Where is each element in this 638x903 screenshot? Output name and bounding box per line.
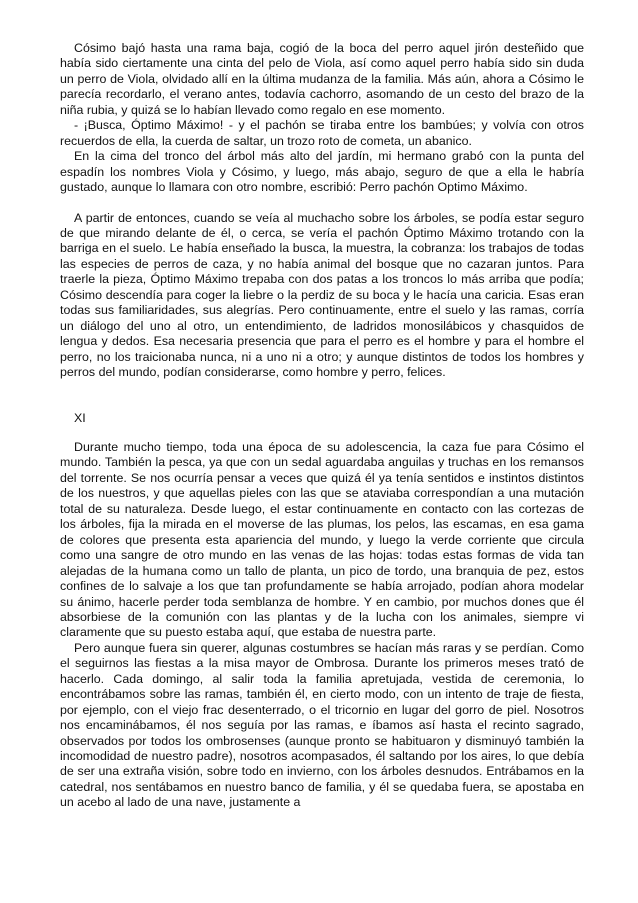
paragraph-dog-ribbon: Cósimo bajó hasta una rama baja, cogió de la boca del perro aquel jirón desteñido que había sido ciertamente una cinta del pelo de Viola, así como aquel perro había sido sin duda un perro de Viola, olvidado allí en la última mudanza de la familia. Más aún, ahora a Cósimo le parecía recordarlo, el verano antes, todavía cachorro, asomando de un cesto del brazo de la niña rubia, y quizá se lo habían llevado como regalo en ese momento. <box>60 41 584 117</box>
paragraph-busca: - ¡Busca, Óptimo Máximo! - y el pachón se tiraba entre los bambúes; y volvía con otros recuerdos de ella, la cuerda de saltar, un trozo roto de cometa, un abanico. <box>60 118 584 148</box>
book-page <box>60 41 584 811</box>
paragraph-adolescence-hunting: Durante mucho tiempo, toda una época de su adolescencia, la caza fue para Cósimo el mundo. También la pesca, ya que con un sedal aguardaba anguilas y truchas en los remansos del torrente. Se nos ocurría pensar a veces que quizá él ya tenía sentidos e instintos distintos de los nuestros, y que aquellas pieles con las que se ataviaba correspondían a una mutación total de su naturaleza. Desde luego, el estar continuamente en contacto con las cortezas de los árboles, fija la mirada en el moverse de las plumas, los pelos, las escamas, en esa gama de colores que presenta esta apariencia del mundo, y luego la verde corriente que circula como una sangre de otro mundo en las venas de las hojas: todas estas formas de vida tan alejadas de la humana como un tallo de planta, un pico de tordo, una branquia de pez, estos confines de lo salvaje a los que tan profundamente se había arrojado, podían ahora modelar su ánimo, hacerle perder toda semblanza de hombre. Y en cambio, por muchos dones que él absorbiese de la comunión con las plantas y de la lucha con los animales, siempre vi claramente que su puesto estaba aquí, que estaba de nuestra parte. <box>60 439 584 640</box>
paragraph-tree-carving: En la cima del tronco del árbol más alto del jardín, mi hermano grabó con la punta del espadín los nombres Viola y Cósimo, y luego, más abajo, seguro de que a ella le habría gustado, aunque lo llamara con otro nombre, escribió: Perro pachón Optimo Máximo. <box>60 149 584 195</box>
paragraph-hunting-companion: A partir de entonces, cuando se veía al muchacho sobre los árboles, se podía estar seguro de que mirando delante de él, o cerca, se vería el pachón Óptimo Máximo trotando con la barriga en el suelo. Le había enseñado la busca, la muestra, la cobranza: los trabajos de todas las especies de perros de caza, y no había animal del bosque que no cazaran juntos. Para traerle la pieza, Óptimo Máximo trepaba con dos patas a los troncos lo más arriba que podía; Cósimo descendía para coger la liebre o la perdiz de su boca y le hacía una caricia. Esas eran todas sus familiaridades, sus alegrías. Pero continuamente, entre el suelo y las ramas, corría un diálogo del uno al otro, un entendimiento, de ladridos monosilábicos y chasquidos de lengua y dedos. Esa necesaria presencia que para el perro es el hombre y para el hombre el perro, no los traicionaba nunca, ni a uno ni a otro; y aunque distintos de todos los hombres y perros del mundo, podían considerarse, como hombre y perro, felices. <box>60 210 584 380</box>
paragraph-sunday-mass: Pero aunque fuera sin querer, algunas costumbres se hacían más raras y se perdían. Como el seguirnos las fiestas a la misa mayor de Ombrosa. Durante los primeros meses trató de hacerlo. Cada domingo, al salir toda la familia apretujada, vestida de ceremonia, lo encontrábamos sobre las ramas, también él, en cierto modo, con un intento de traje de fiesta, por ejemplo, con el viejo frac desenterrado, o el tricornio en lugar del gorro de piel. Nosotros nos encaminábamos, él nos seguía por las ramas, e íbamos así hasta el recinto sagrado, observados por todos los ombrosenses (aunque pronto se habituaron y disminuyó también la incomodidad de nuestro padre), nosotros acompasados, él saltando por los aires, lo que debía de ser una extraña visión, sobre todo en invierno, con los árboles desnudos. Entrábamos en la catedral, nos sentábamos en nuestro banco de familia, y él se quedaba fuera, se apostaba en un acebo al lado de una nave, justamente a <box>60 640 584 810</box>
chapter-heading: XI <box>74 410 86 425</box>
